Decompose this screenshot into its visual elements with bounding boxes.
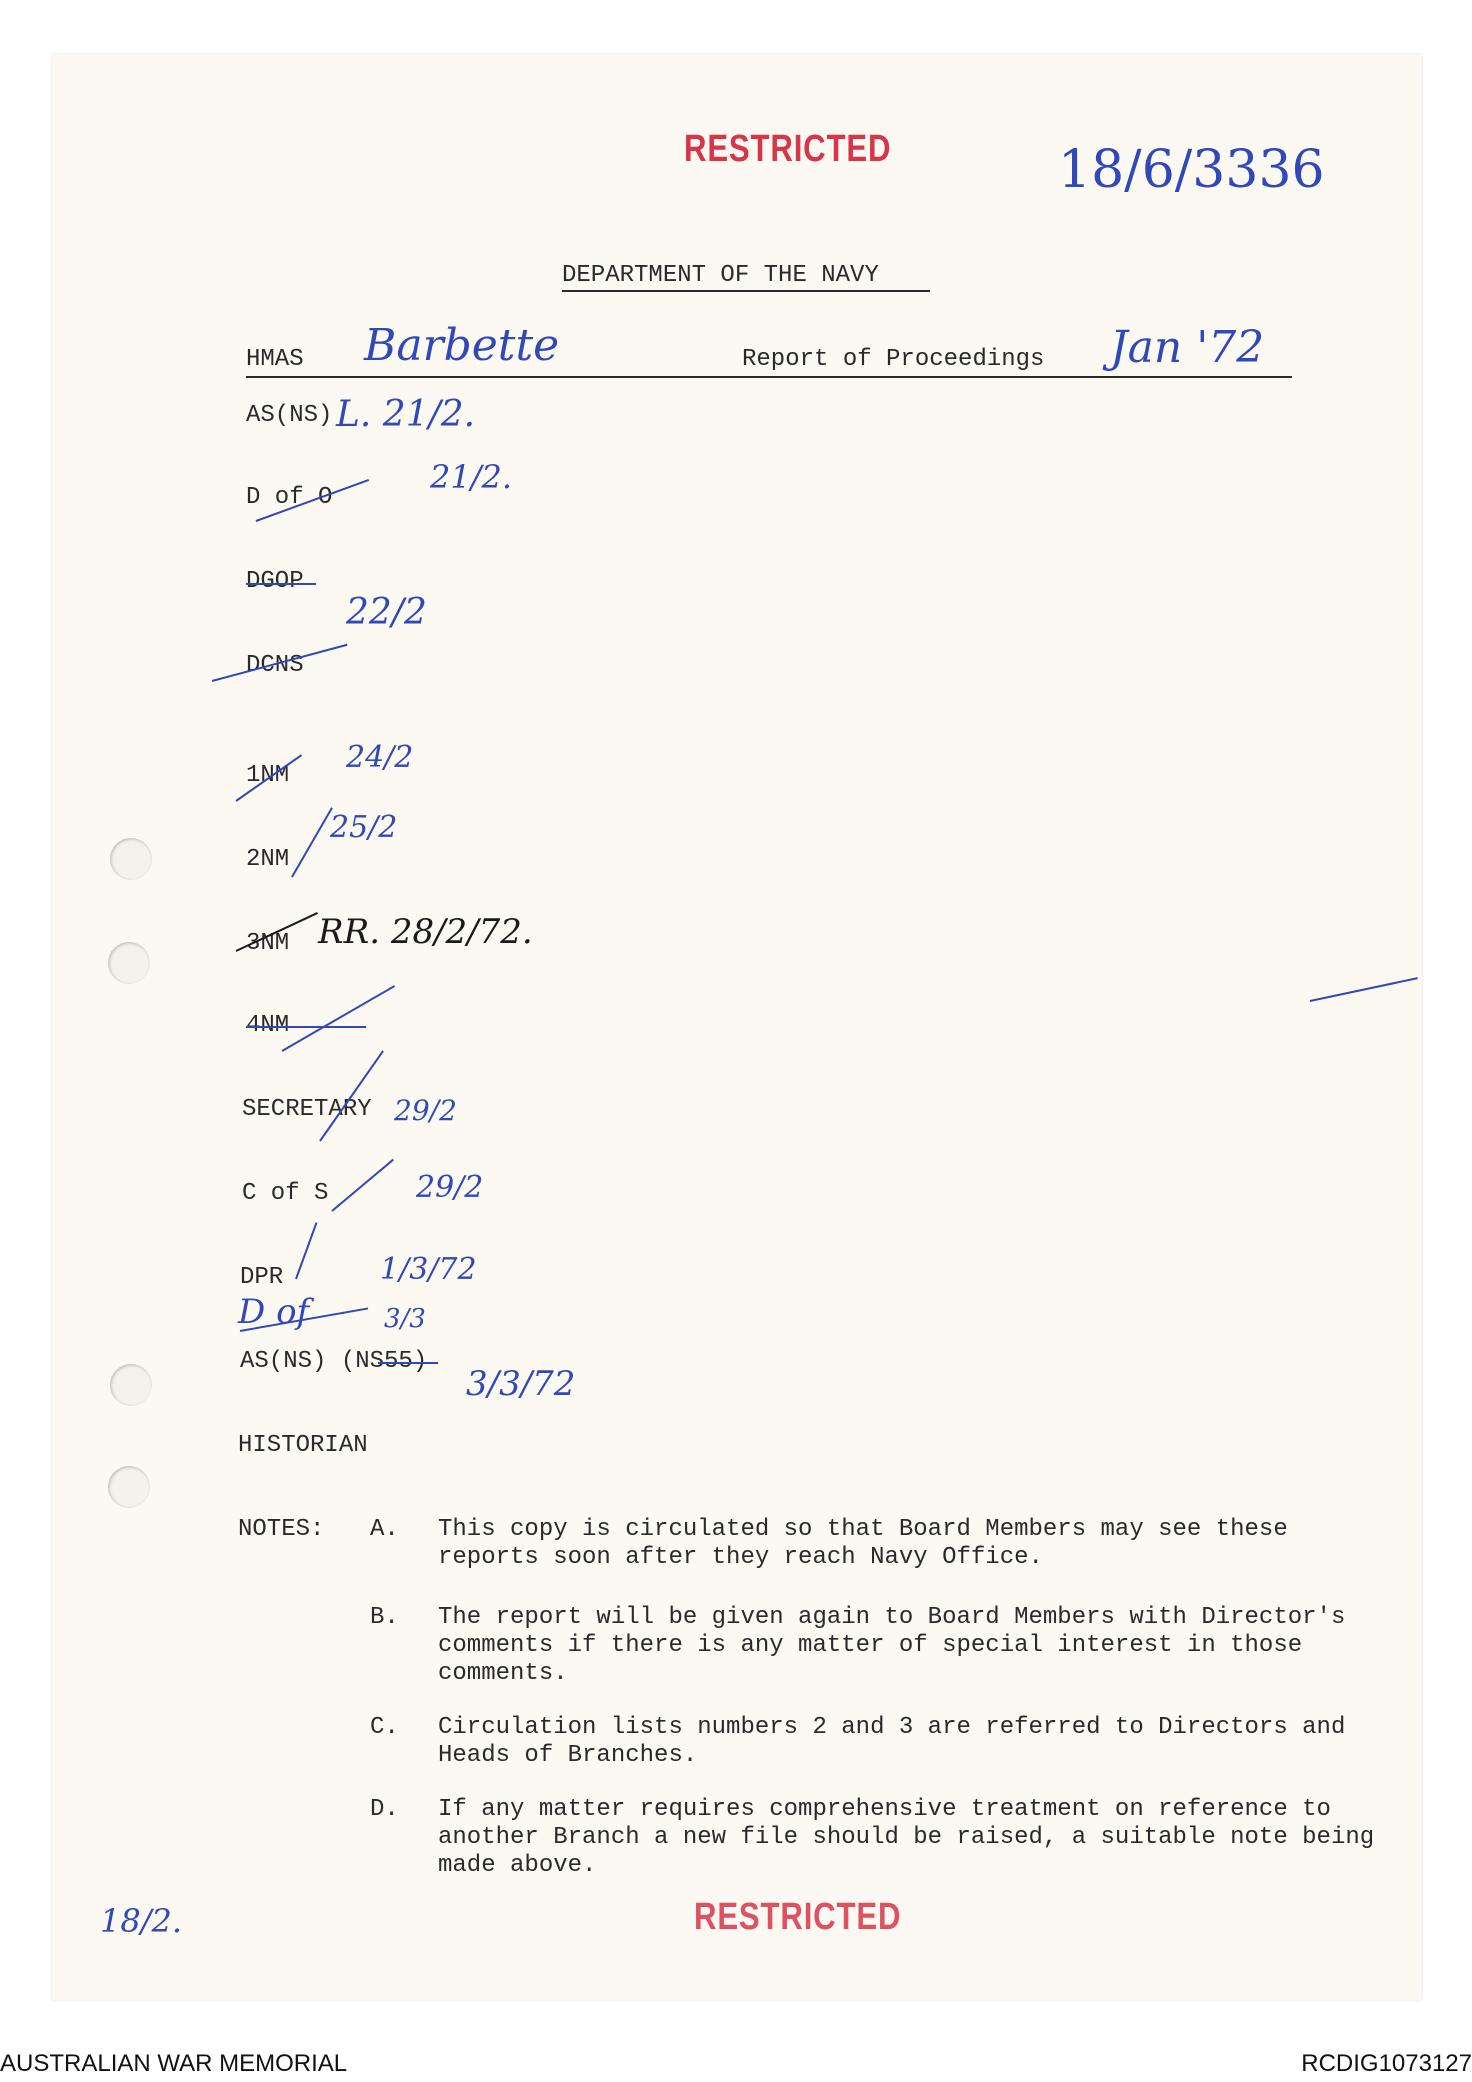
note-text-c: Circulation lists numbers 2 and 3 are referred to Directors and Heads of Branches. bbox=[438, 1714, 1346, 1769]
hmas-label: HMAS bbox=[246, 346, 304, 373]
report-period: Jan '72 bbox=[1110, 322, 1265, 373]
routing-annotation-secretary: 29/2 bbox=[394, 1094, 457, 1127]
routing-label-dpr: DPR bbox=[240, 1264, 284, 1291]
routing-annotation-as-ns-ns55: 3/3/72 bbox=[466, 1364, 576, 1404]
routing-annotation-as-ns: L. 21/2. bbox=[336, 394, 476, 435]
note-letter-b: B. bbox=[370, 1604, 399, 1631]
bottom-initials: 18/2. bbox=[100, 1902, 183, 1940]
note-text-d: If any matter requires comprehensive treatment on reference to another Branch a new file should be raised, a suitable note being made above. bbox=[438, 1796, 1375, 1879]
routing-annotation-3nm: RR. 28/2/72. bbox=[318, 912, 533, 952]
file-reference: 18/6/3336 bbox=[1058, 140, 1325, 200]
routing-annotation-1nm: 24/2 bbox=[346, 740, 414, 775]
department-heading: DEPARTMENT OF THE NAVY bbox=[562, 262, 879, 289]
note-text-a: This copy is circulated so that Board Members may see these reports soon after they reach Navy Office. bbox=[438, 1516, 1288, 1571]
routing-label-dgop: DGOP bbox=[246, 568, 304, 595]
note-letter-c: C. bbox=[370, 1714, 399, 1741]
punch-hole bbox=[110, 838, 152, 880]
strike-ns55 bbox=[378, 1362, 438, 1364]
routing-label-4nm: 4NM bbox=[246, 1012, 290, 1039]
punch-hole bbox=[108, 1466, 150, 1508]
note-letter-a: A. bbox=[370, 1516, 399, 1543]
routing-annotation-dcns: 22/2 bbox=[346, 592, 427, 633]
routing-label-historian: HISTORIAN bbox=[238, 1432, 368, 1459]
routing-label-secretary: SECRETARY bbox=[242, 1096, 372, 1123]
routing-label-c-of-s: C of S bbox=[242, 1180, 329, 1207]
routing-label-3nm: 3NM bbox=[246, 930, 290, 957]
notes-label: NOTES: bbox=[238, 1516, 325, 1543]
heading-underline bbox=[562, 290, 930, 292]
strike-4nm bbox=[246, 1026, 366, 1028]
routing-annotation-d-of-o: 21/2. bbox=[430, 458, 513, 496]
restricted-stamp-bottom: RESTRICTED bbox=[694, 1896, 902, 1938]
routing-label-as-ns-ns55: AS(NS) (NS55) bbox=[240, 1348, 428, 1375]
routing-label-d-of-o: D of O bbox=[246, 484, 333, 511]
note-letter-d: D. bbox=[370, 1796, 399, 1823]
restricted-stamp-top: RESTRICTED bbox=[684, 128, 892, 170]
routing-label-2nm: 2NM bbox=[246, 846, 290, 873]
punch-hole bbox=[110, 1364, 152, 1406]
strike-dgop bbox=[246, 583, 316, 585]
routing-label-dcns: DCNS bbox=[246, 652, 304, 679]
routing-annotation-dpr: 1/3/72 bbox=[380, 1252, 477, 1287]
routing-annotation-c-of-s: 29/2 bbox=[416, 1170, 484, 1205]
punch-hole bbox=[108, 942, 150, 984]
routing-label-d-of: D of bbox=[238, 1292, 310, 1332]
routing-label-as-ns: AS(NS) bbox=[246, 402, 333, 429]
routing-annotation-2nm: 25/2 bbox=[330, 810, 398, 845]
footer-left: AUSTRALIAN WAR MEMORIAL bbox=[0, 2050, 348, 2077]
routing-label-1nm: 1NM bbox=[246, 762, 290, 789]
footer-right: RCDIG1073127 bbox=[1301, 2050, 1472, 2077]
routing-annotation-d-of: 3/3 bbox=[384, 1304, 426, 1334]
ship-name: Barbette bbox=[364, 320, 560, 371]
header-rule bbox=[246, 376, 1292, 378]
note-text-b: The report will be given again to Board Members with Director's comments if there is any matter of special interest in those comments. bbox=[438, 1604, 1346, 1687]
report-label: Report of Proceedings bbox=[742, 346, 1045, 373]
